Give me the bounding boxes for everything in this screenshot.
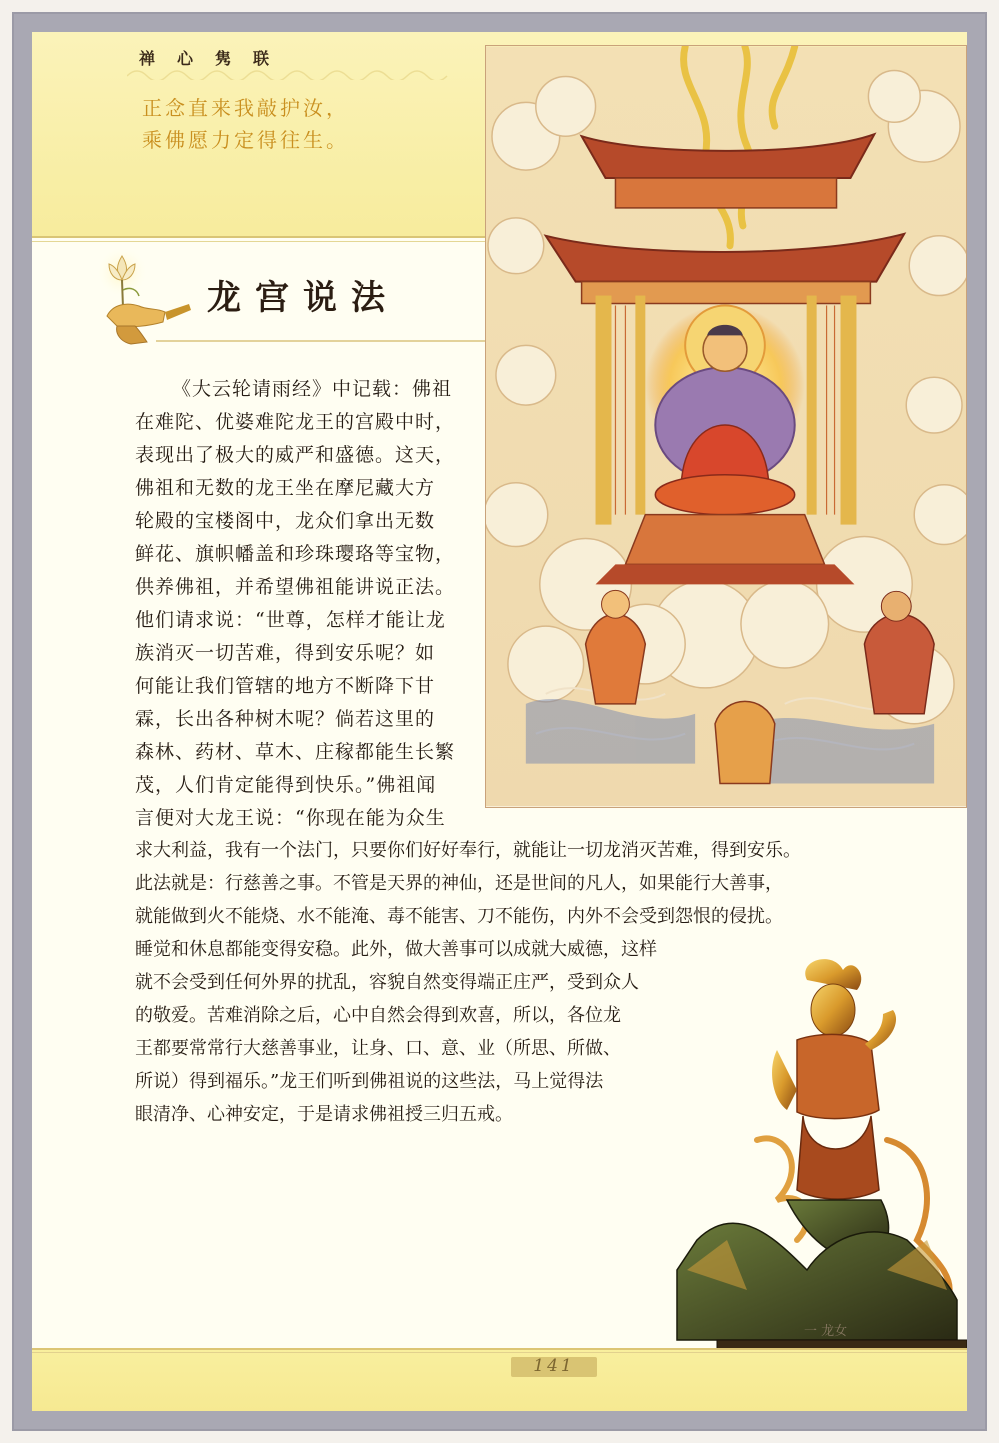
body-line-19: 就不会受到任何外界的扰乱，容貌自然变得端正庄严，受到众人 xyxy=(135,972,639,993)
body-line-14: 言便对大龙王说：“你现在能为众生 xyxy=(135,807,446,829)
couplet-line-1: 正念直来我敲护汝， xyxy=(142,96,349,120)
body-line-1: 《大云轮请雨经》中记载：佛祖 xyxy=(172,378,453,400)
body-line-5: 轮殿的宝楼阁中，龙众们拿出无数 xyxy=(135,510,436,532)
cloud-ornament-icon xyxy=(127,66,457,80)
body-line-6: 鲜花、旗帜幡盖和珍珠璎珞等宝物， xyxy=(135,543,456,565)
page-number: 141 xyxy=(533,1356,575,1376)
body-line-11: 霖，长出各种树木呢？倘若这里的 xyxy=(135,708,436,730)
header-divider xyxy=(32,236,487,238)
body-line-20: 的敬爱。苦难消除之后，心中自然会得到欢喜，所以，各位龙 xyxy=(135,1005,621,1026)
book-title: 禅心隽联 xyxy=(139,49,292,68)
book-page xyxy=(32,32,967,1411)
body-line-7: 供养佛祖，并希望佛祖能讲说正法。 xyxy=(135,576,456,598)
body-line-21: 王都要常常行大慈善事业，让身、口、意、业（所思、所做、 xyxy=(135,1038,621,1059)
body-line-8: 他们请求说：“世尊，怎样才能让龙 xyxy=(135,609,446,631)
footer-divider-thin xyxy=(32,1352,967,1353)
body-line-13: 茂，人们肯定能得到快乐。”佛祖闻 xyxy=(135,774,437,796)
body-line-22: 所说）得到福乐。”龙王们听到佛祖说的这些法，马上觉得法 xyxy=(135,1071,604,1092)
body-line-12: 森林、药材、草木、庄稼都能生长繁 xyxy=(135,741,456,763)
body-line-9: 族消灭一切苦难，得到安乐呢？如 xyxy=(135,642,436,664)
body-line-4: 佛祖和无数的龙王坐在摩尼藏大方 xyxy=(135,477,436,499)
header-divider-thin xyxy=(32,241,487,242)
body-line-23: 眼清净、心神安定，于是请求佛祖授三归五戒。 xyxy=(135,1104,513,1125)
body-line-18: 睡觉和休息都能变得安稳。此外，做大善事可以成就大威德，这样 xyxy=(135,939,657,960)
couplet-line-2: 乘佛愿力定得往生。 xyxy=(142,128,349,152)
section-title: 龙宫说法 xyxy=(207,278,399,318)
body-line-15: 求大利益，我有一个法门，只要你们好好奉行，就能让一切龙消灭苦难，得到安乐。 xyxy=(135,840,801,861)
body-line-2: 在难陀、优婆难陀龙王的宫殿中时， xyxy=(135,411,456,433)
title-underline xyxy=(156,340,487,342)
lotus-hand-emblem-icon xyxy=(87,246,197,350)
body-line-3: 表现出了极大的威严和盛德。这天， xyxy=(135,444,456,466)
temple-painting-icon xyxy=(485,45,967,808)
body-line-10: 何能让我们管辖的地方不断降下甘 xyxy=(135,675,436,697)
footer-band xyxy=(32,1348,967,1411)
body-line-17: 就能做到火不能烧、水不能淹、毒不能害、刀不能伤，内外不会受到怨恨的侵扰。 xyxy=(135,906,783,927)
body-line-16: 此法就是：行慈善之事。不管是天界的神仙，还是世间的凡人，如果能行大善事， xyxy=(135,873,783,894)
footer-divider xyxy=(32,1348,967,1350)
figure-caption: 一 龙女 xyxy=(804,1324,848,1339)
